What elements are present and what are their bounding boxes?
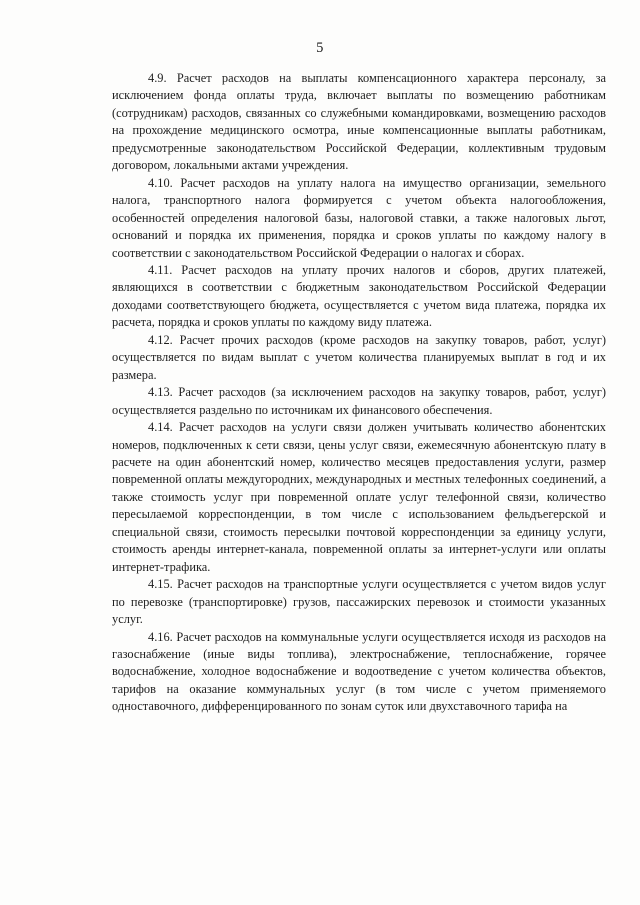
- paragraph-4-16: 4.16. Расчет расходов на коммунальные услуги осуществляется исходя из расходов на газоснабжение (иные виды топлива), электроснабжение, теплоснабжение, горячее водоснабжение, холодное водоснабжение и водоотведение с учетом количества объектов, тарифов на оказание коммунальных услуг (в том числе с учетом применяемого одноставочного, дифференцированного по зонам суток или двухставочного тарифа на: [112, 629, 606, 714]
- paragraph-4-10: 4.10. Расчет расходов на уплату налога на имущество организации, земельного налога, транспортного налога формируется с учетом объекта налогообложения, особенностей определения налоговой базы, налоговой ставки, а также налоговых льгот, оснований и порядка их применения, порядка и сроков уплаты по каждому налогу в соответствии с законодательством Российской Федерации о налогах и сборах.: [112, 175, 606, 260]
- paragraph-4-15: 4.15. Расчет расходов на транспортные услуги осуществляется с учетом видов услуг по перевозке (транспортировке) грузов, пассажирских перевозок и стоимости указанных услуг.: [112, 577, 606, 627]
- paragraph-4-9: 4.9. Расчет расходов на выплаты компенсационного характера персоналу, за исключением фонда оплаты труда, включает выплаты по возмещению работникам (сотрудникам) расходов, связанных со служебными командировками, возмещению расходов на прохождение медицинского осмотра, иные компенсационные выплаты работникам, предусмотренные законодательством Российской Федерации, коллективным трудовым договором, локальными актами учреждения.: [112, 71, 606, 173]
- paragraph-4-12: 4.12. Расчет прочих расходов (кроме расходов на закупку товаров, работ, услуг) осуществляется по видам выплат с учетом количества планируемых выплат в год и их размера.: [112, 332, 606, 382]
- paragraph-4-14: 4.14. Расчет расходов на услуги связи должен учитывать количество абонентских номеров, подключенных к сети связи, цены услуг связи, ежемесячную абонентскую плату в расчете на один абонентский номер, количество месяцев предоставления услуги, размер повременной оплаты междугородних, международных и местных телефонных соединений, а также стоимость услуг при повременной оплате услуг телефонной связи, количество пересылаемой корреспонденции, в том числе с использованием фельдъегерской и специальной связи, стоимость пересылки почтовой корреспонденции за единицу услуги, стоимость аренды интернет-канала, повременной оплаты за интернет-услуги или оплаты интернет-трафика.: [112, 420, 606, 574]
- paragraph-4-11: 4.11. Расчет расходов на уплату прочих налогов и сборов, других платежей, являющихся в соответствии с бюджетным законодательством Российской Федерации доходами соответствующего бюджета, осуществляется с учетом вида платежа, порядка их расчета, порядка и сроков уплаты по каждому виду платежа.: [112, 262, 606, 330]
- paragraph-4-13: 4.13. Расчет расходов (за исключением расходов на закупку товаров, работ, услуг) осуществляется раздельно по источникам их финансового обеспечения.: [112, 385, 606, 417]
- document-body: [112, 70, 606, 716]
- page-number: 5: [316, 40, 324, 56]
